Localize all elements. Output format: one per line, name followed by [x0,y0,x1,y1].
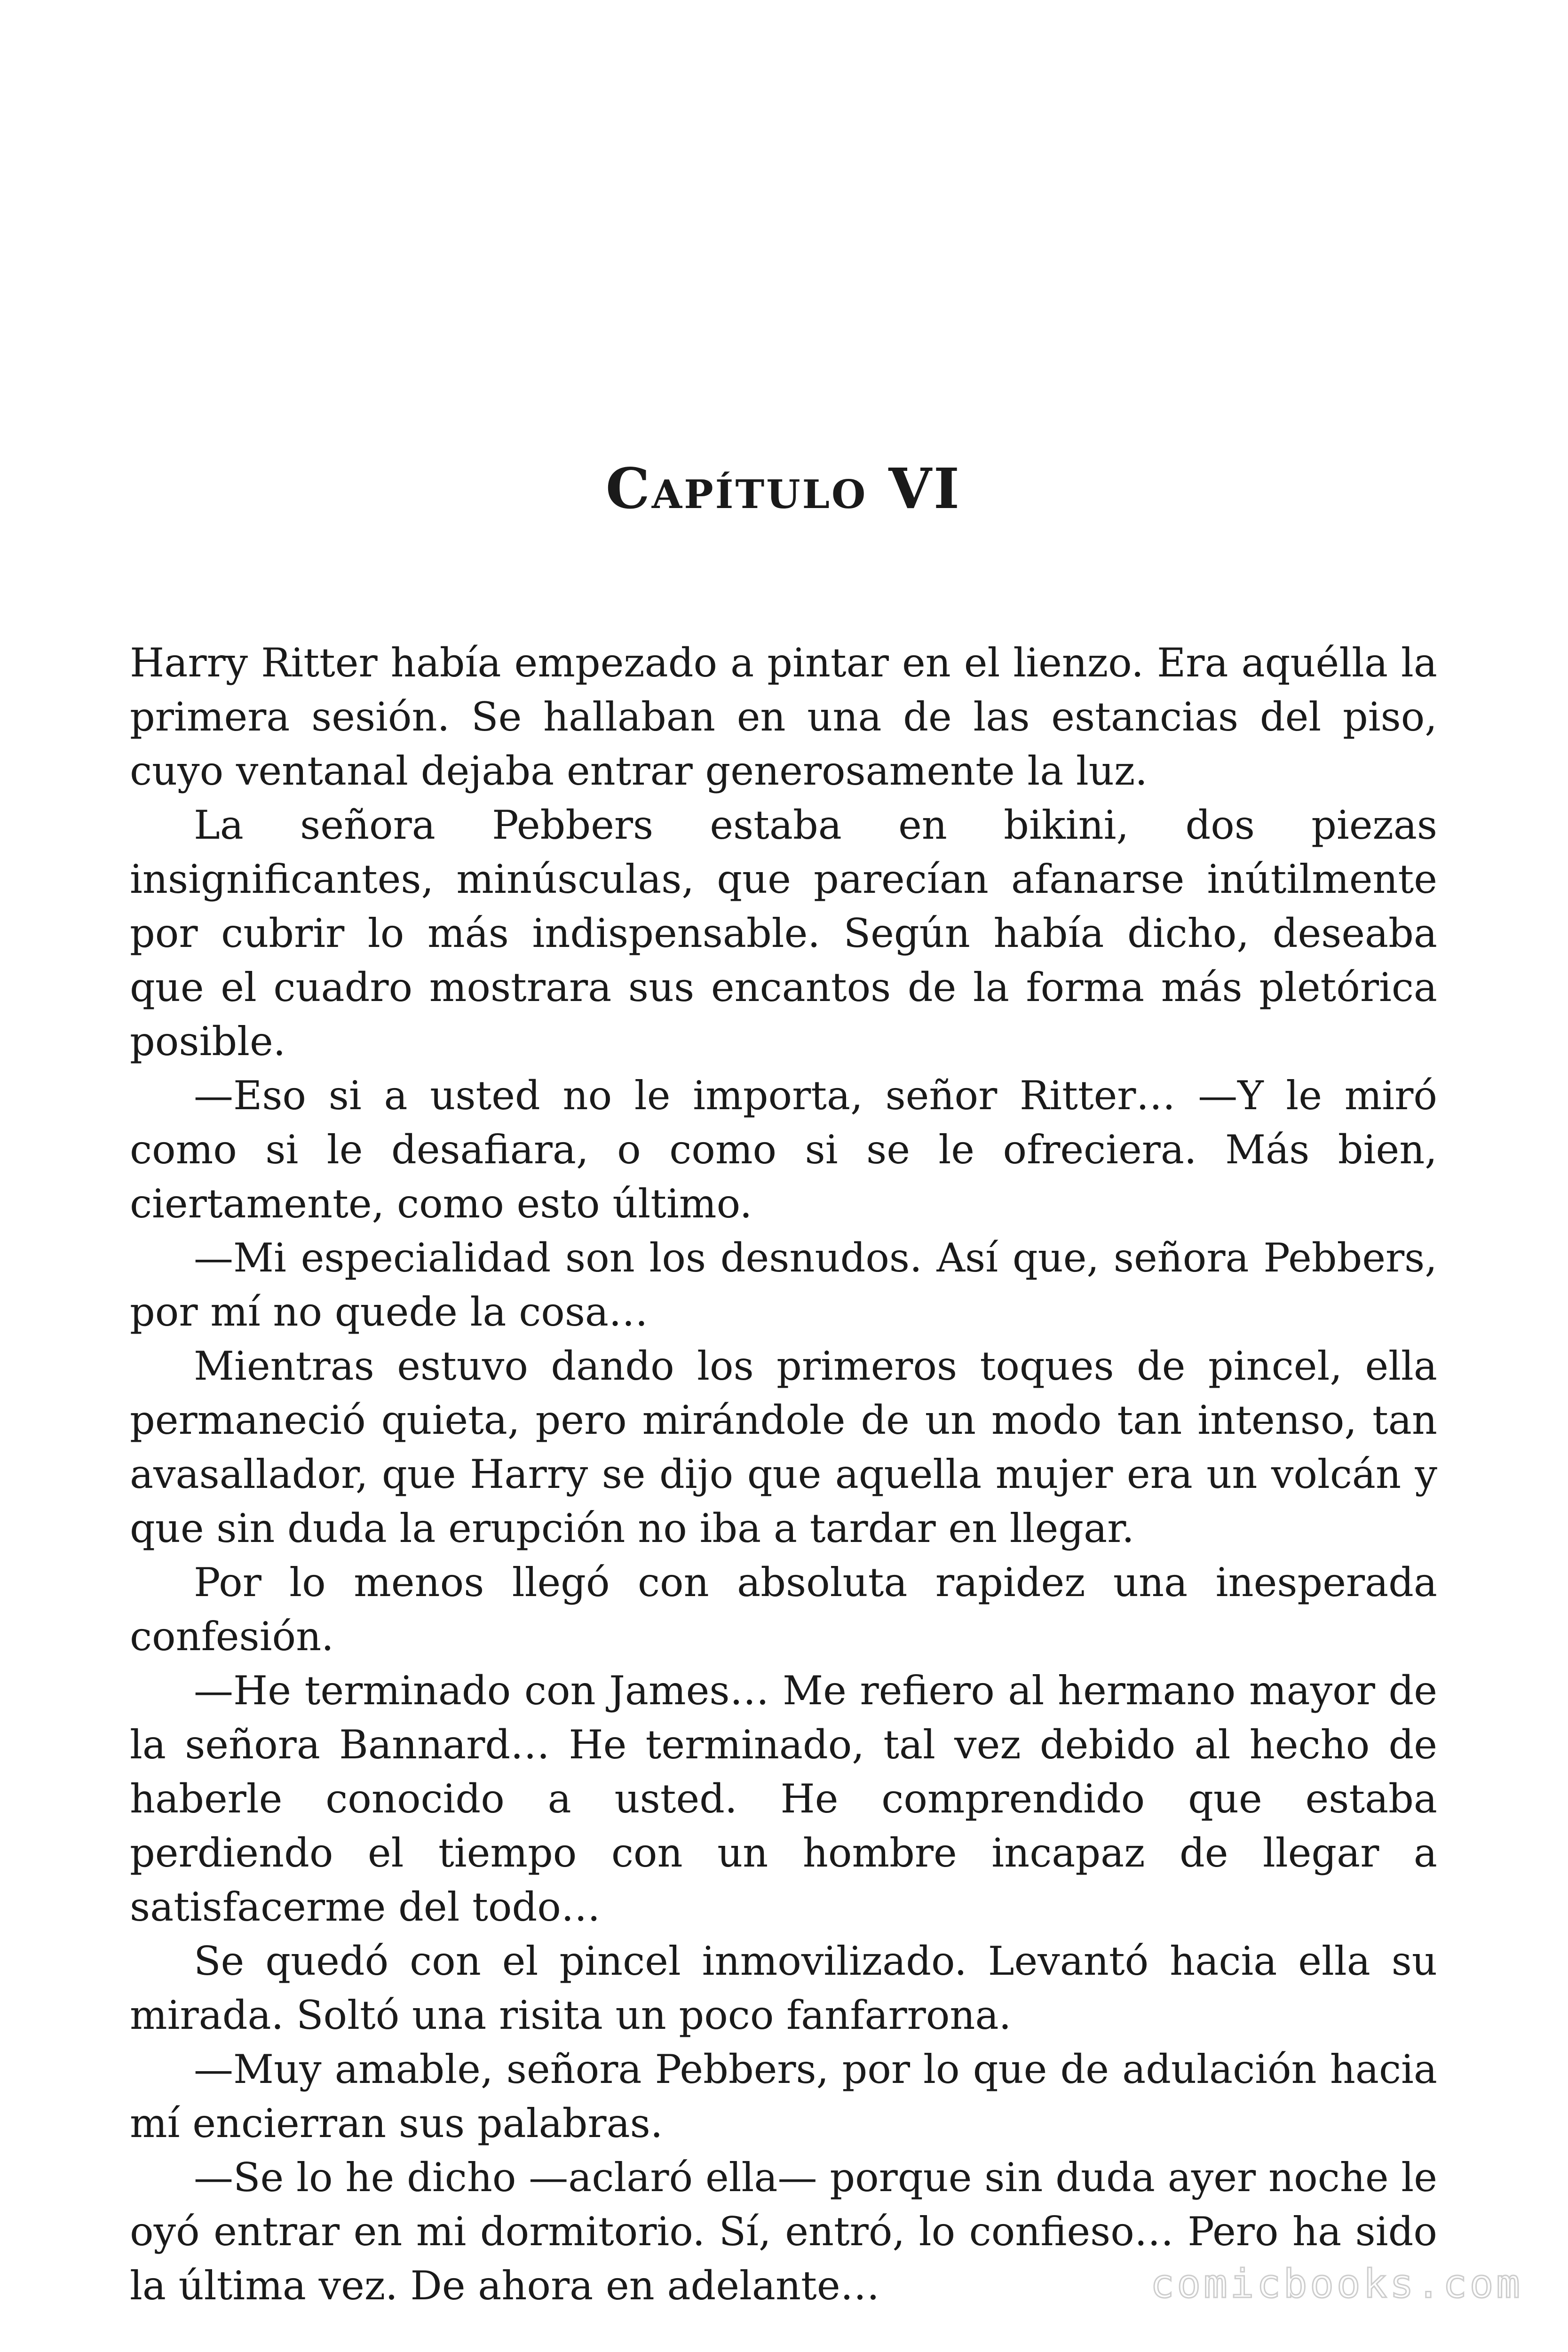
chapter-text [130,636,1437,2313]
paragraph: —He terminado con James… Me refiero al hermano mayor de la señora Bannard… He terminado, tal vez debido al hecho de haberle conocido a usted. He comprendido que estaba perdiendo el tiempo con un hombre incapaz de llegar a satisfacerme del todo… [130,1668,1437,1930]
book-page [130,0,1437,2352]
paragraph: Harry Ritter había empezado a pintar en el lienzo. Era aquélla la primera sesión. Se hallaban en una de las estancias del piso, cuyo ventanal dejaba entrar generosamente la luz. [130,640,1437,794]
chapter-title: Capítulo VI [605,456,962,521]
paragraph: Por lo menos llegó con absoluta rapidez una inesperada confesión. [130,1559,1437,1660]
paragraph: —Se lo he dicho —aclaró ella— porque sin duda ayer noche le oyó entrar en mi dormitorio. Sí, entró, lo confieso… Pero ha sido la última vez. De ahora en adelante… [130,2154,1437,2309]
paragraph: Mientras estuvo dando los primeros toques de pincel, ella permaneció quieta, pero mirándole de un modo tan intenso, tan avasallador, que Harry se dijo que aquella mujer era un volcán y que sin duda la erupción no iba a tardar en llegar. [130,1343,1437,1551]
paragraph: —Eso si a usted no le importa, señor Ritter… —Y le miró como si le desafiara, o como si se le ofreciera. Más bien, ciertamente, como esto último. [130,1073,1437,1227]
paragraph: La señora Pebbers estaba en bikini, dos piezas insignificantes, minúsculas, que parecían afanarse inútilmente por cubrir lo más indispensable. Según había dicho, deseaba que el cuadro mostrara sus encantos de la forma más pletórica posible. [130,802,1437,1065]
watermark: comicbooks.com [1150,2261,1523,2307]
paragraph: —Mi especialidad son los desnudos. Así que, señora Pebbers, por mí no quede la cosa… [130,1235,1437,1335]
paragraph: —Muy amable, señora Pebbers, por lo que de adulación hacia mí encierran sus palabras. [130,2046,1437,2146]
paragraph: Se quedó con el pincel inmovilizado. Levantó hacia ella su mirada. Soltó una risita un poco fanfarrona. [130,1938,1437,2038]
